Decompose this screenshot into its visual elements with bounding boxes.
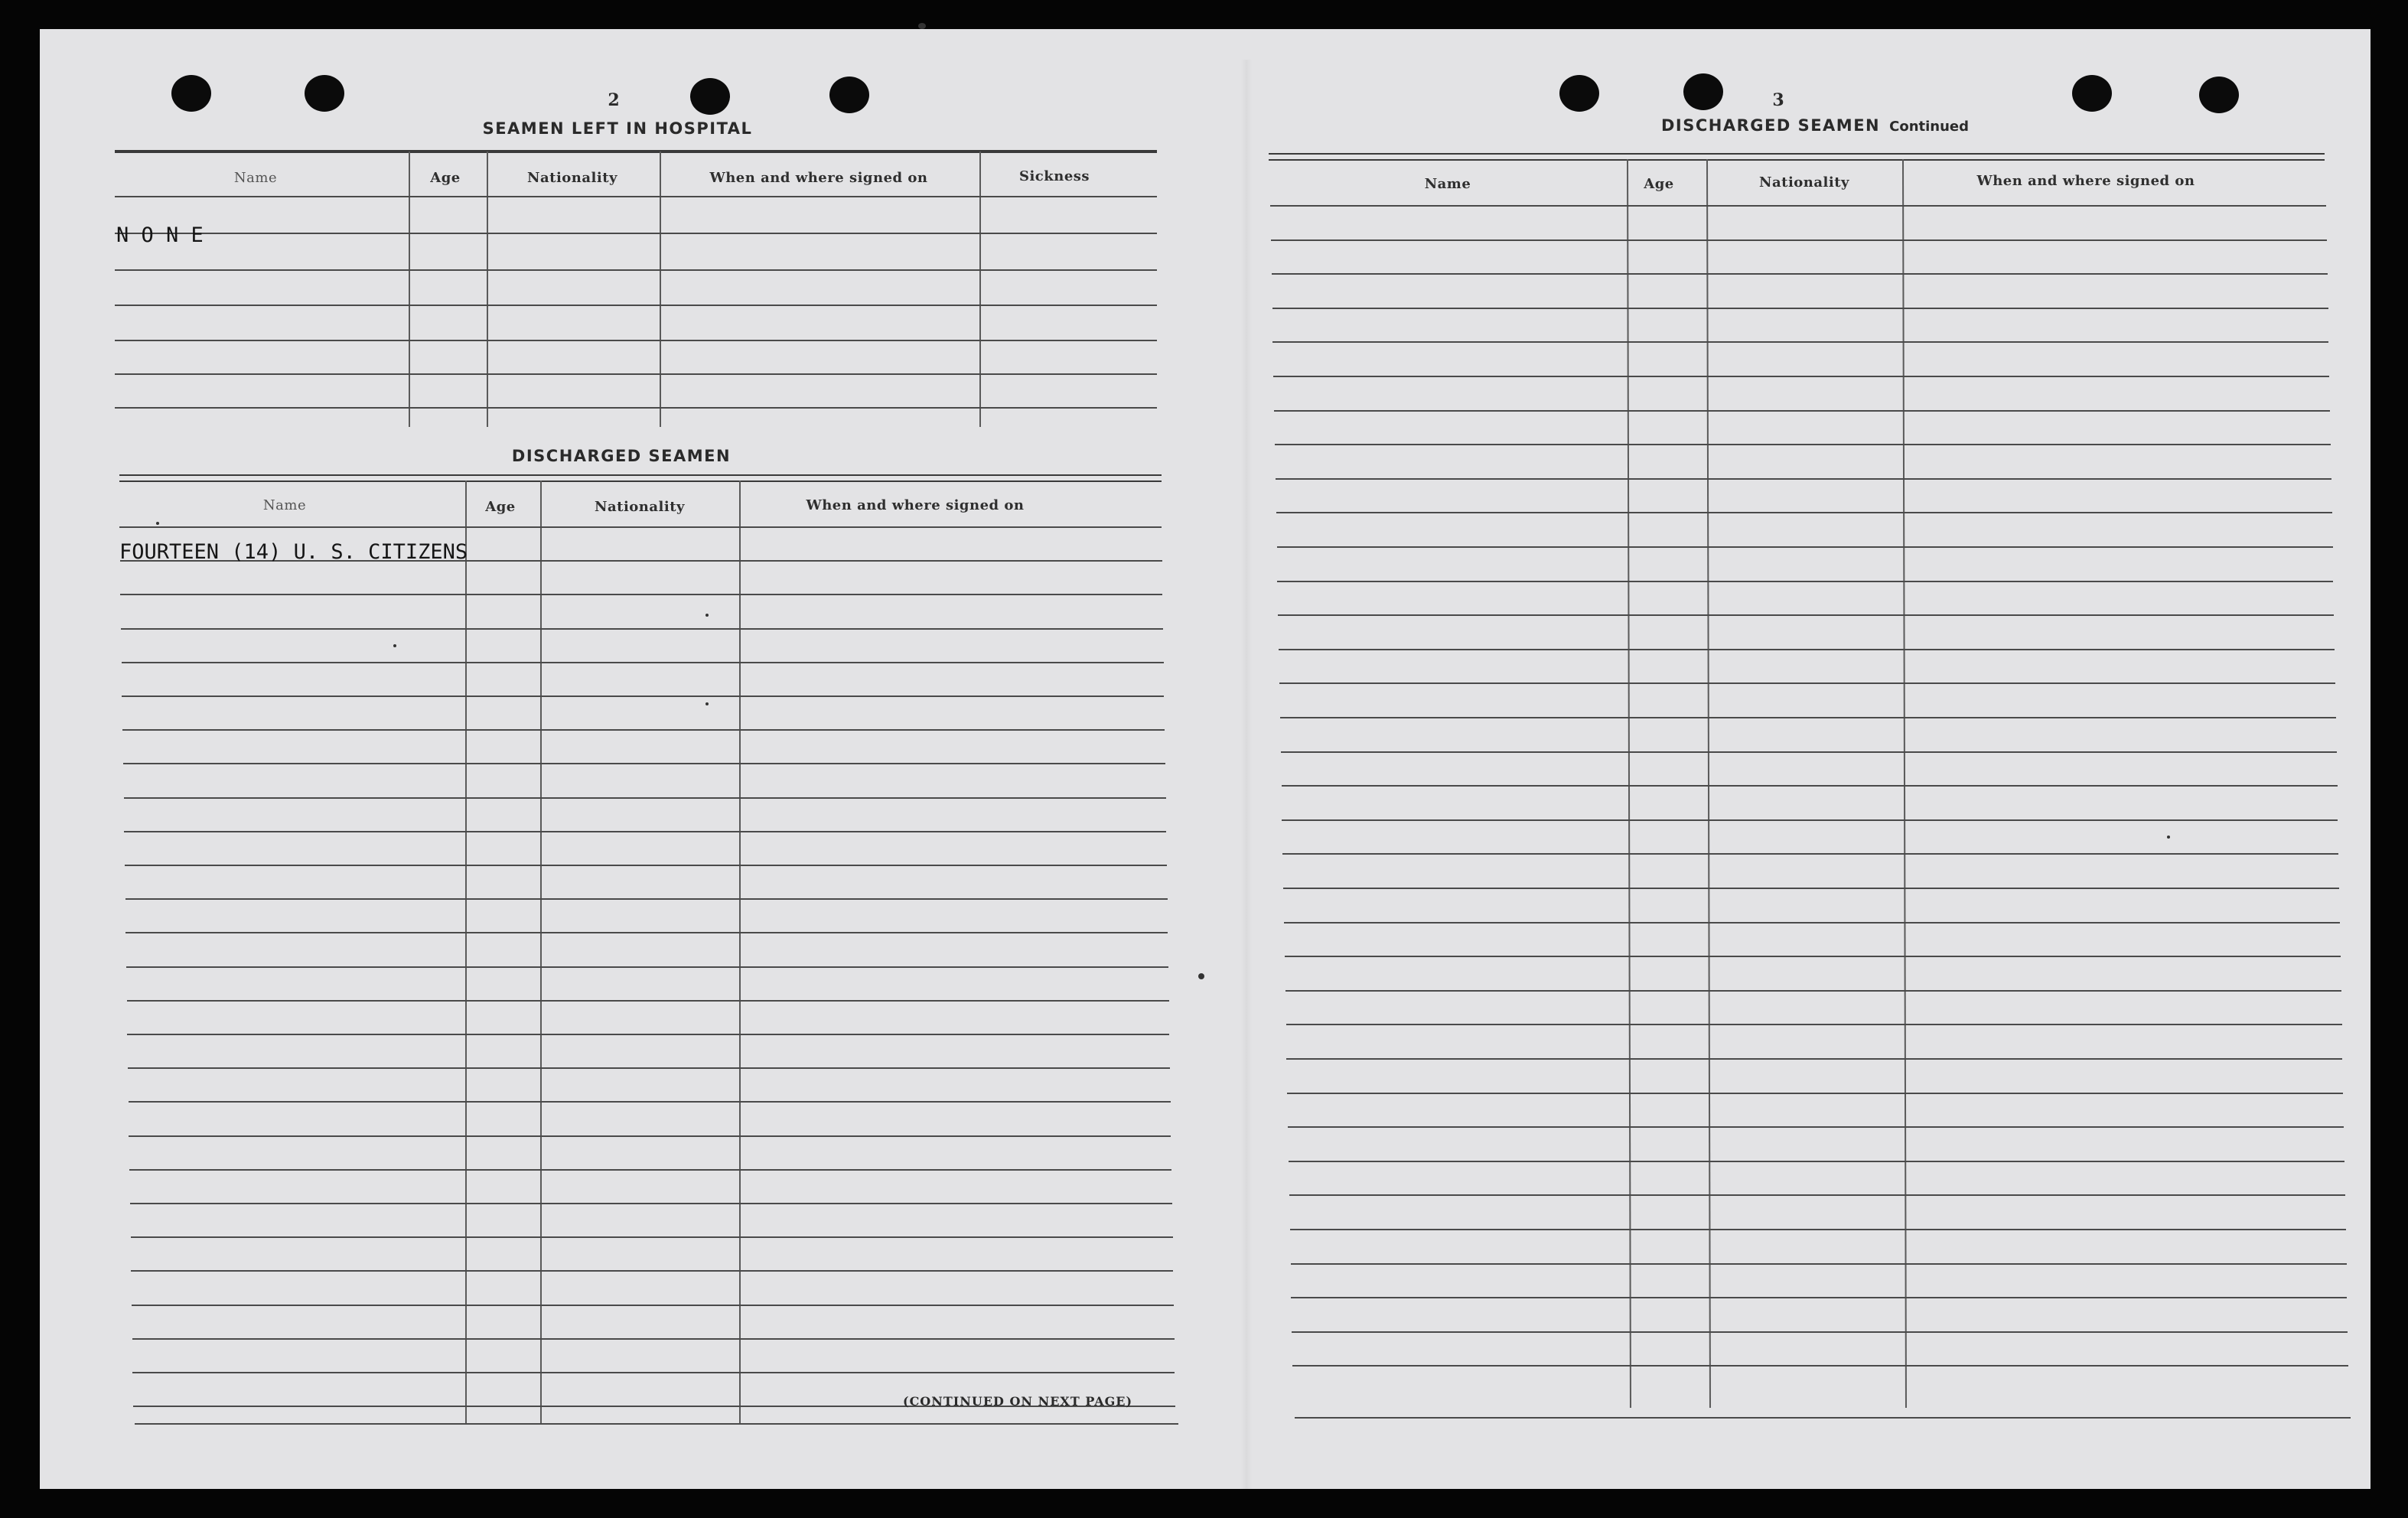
discharged-col-nationality: Nationality — [595, 499, 685, 515]
discharged-col-when-where: When and where signed on — [806, 497, 1025, 513]
form-row-line — [1281, 751, 2337, 753]
form-row-line — [1282, 853, 2338, 855]
discharged-table-bottom-rule — [135, 1423, 1178, 1425]
form-row-line — [1277, 581, 2333, 582]
right-table-bottom-rule — [1295, 1417, 2351, 1419]
hospital-row-line — [115, 233, 1157, 234]
form-row-line — [132, 1338, 1175, 1340]
form-row-line — [1292, 1331, 2348, 1333]
form-row-line — [1292, 1365, 2348, 1367]
form-row-line — [125, 865, 1167, 866]
hospital-row-line — [115, 373, 1157, 375]
form-row-line — [124, 831, 1166, 832]
form-row-line — [128, 1067, 1170, 1069]
document-sheet — [40, 29, 2371, 1489]
form-row-line — [1280, 717, 2336, 718]
form-row-line — [1286, 1058, 2342, 1060]
scan-speck — [393, 644, 396, 647]
form-row-line — [1276, 478, 2331, 480]
form-row-line — [1291, 1297, 2347, 1298]
form-row-line — [1270, 205, 2326, 207]
punch-hole — [2072, 75, 2112, 112]
left-page-number: 2 — [608, 90, 620, 110]
hospital-table-top-rule — [115, 150, 1157, 153]
right-title-continued: Continued — [1889, 119, 1970, 135]
form-row-line — [120, 594, 1162, 595]
form-row-line — [1283, 888, 2339, 889]
form-row-line — [1276, 512, 2332, 513]
right-col-when-where: When and where signed on — [1976, 173, 2195, 189]
hospital-row-line — [115, 407, 1157, 409]
scan-speck — [705, 614, 709, 617]
form-row-line — [1282, 819, 2338, 821]
hospital-col-divider — [487, 151, 488, 427]
form-row-line — [1289, 1161, 2344, 1162]
form-row-line — [1285, 956, 2341, 957]
right-col-name: Name — [1424, 176, 1471, 192]
hospital-row-line — [115, 305, 1157, 306]
form-row-line — [1271, 239, 2327, 241]
form-row-line — [1289, 1194, 2345, 1196]
form-row-line — [1272, 308, 2328, 309]
form-row-line — [1286, 1024, 2342, 1025]
form-row-line — [124, 797, 1166, 799]
hospital-col-nationality: Nationality — [527, 170, 617, 186]
right-col-divider — [1627, 159, 1631, 1408]
right-title-text: DISCHARGED SEAMEN — [1660, 116, 1881, 135]
hospital-section-title: SEAMEN LEFT IN HOSPITAL — [482, 119, 753, 138]
hospital-col-age: Age — [430, 170, 461, 186]
punch-hole — [1683, 73, 1723, 110]
right-col-divider — [1902, 159, 1907, 1408]
form-row-line — [132, 1305, 1174, 1306]
discharged-col-age: Age — [485, 499, 516, 515]
hospital-row-line — [115, 269, 1157, 271]
hospital-entry-none: N O N E — [116, 223, 204, 247]
punch-hole — [690, 78, 730, 115]
discharged-entry: FOURTEEN (14) U. S. CITIZENS — [119, 540, 468, 564]
right-col-nationality: Nationality — [1759, 174, 1849, 191]
form-row-line — [1285, 990, 2341, 992]
right-col-age: Age — [1644, 176, 1674, 192]
punch-hole — [1559, 75, 1599, 112]
form-row-line — [122, 729, 1165, 731]
form-row-line — [1282, 785, 2338, 787]
continued-note: (CONTINUED ON NEXT PAGE) — [903, 1394, 1133, 1409]
discharged-col-divider — [465, 480, 467, 1423]
hospital-row-line — [115, 196, 1157, 197]
form-row-line — [1275, 444, 2331, 445]
discharged-col-divider — [540, 480, 542, 1423]
form-row-line — [1291, 1263, 2347, 1265]
scan-speck — [918, 23, 926, 29]
form-row-line — [129, 1169, 1171, 1171]
hospital-col-divider — [660, 151, 661, 427]
form-row-line — [123, 763, 1165, 764]
form-row-line — [127, 1034, 1169, 1035]
form-row-line — [119, 526, 1162, 528]
form-row-line — [1277, 546, 2333, 548]
form-row-line — [1279, 682, 2335, 684]
form-row-line — [131, 1236, 1173, 1238]
right-page-number: 3 — [1772, 90, 1784, 110]
form-row-line — [1273, 376, 2329, 377]
hospital-col-divider — [979, 151, 981, 427]
right-section-title — [1616, 116, 2014, 135]
form-row-line — [122, 695, 1164, 697]
form-row-line — [1284, 922, 2340, 924]
hospital-col-name: Name — [233, 170, 278, 186]
form-row-line — [1272, 341, 2328, 343]
form-row-line — [125, 932, 1168, 933]
discharged-col-divider — [739, 480, 741, 1423]
scan-speck — [705, 702, 709, 705]
form-row-line — [1279, 649, 2335, 650]
right-col-divider — [1706, 159, 1711, 1408]
punch-hole — [829, 77, 869, 113]
hospital-col-when-where: When and where signed on — [709, 170, 928, 186]
punch-hole — [2199, 77, 2239, 113]
punch-hole — [305, 75, 344, 112]
scan-speck — [156, 522, 159, 525]
form-row-line — [129, 1101, 1171, 1103]
form-row-line — [121, 628, 1163, 630]
form-row-line — [1274, 410, 2330, 412]
form-row-line — [132, 1372, 1175, 1373]
hospital-col-sickness: Sickness — [1018, 168, 1090, 184]
scan-speck — [2167, 836, 2170, 839]
discharged-table-top-rule — [119, 474, 1162, 482]
scan-speck — [1198, 973, 1204, 979]
punch-hole — [171, 75, 211, 112]
form-row-line — [127, 1000, 1169, 1002]
discharged-col-name: Name — [262, 497, 307, 513]
page-fold — [1241, 60, 1252, 1513]
form-row-line — [1272, 273, 2328, 275]
hospital-col-divider — [409, 151, 410, 427]
form-row-line — [129, 1135, 1171, 1137]
form-row-line — [126, 966, 1168, 968]
form-row-line — [1290, 1229, 2346, 1230]
form-row-line — [122, 662, 1164, 663]
form-row-line — [125, 898, 1168, 900]
form-row-line — [131, 1270, 1173, 1272]
form-row-line — [1288, 1126, 2344, 1128]
right-table-top-rule — [1269, 153, 2325, 161]
hospital-row-line — [115, 340, 1157, 341]
form-row-line — [1287, 1093, 2343, 1094]
form-row-line — [1278, 614, 2334, 616]
discharged-section-title: DISCHARGED SEAMEN — [511, 447, 732, 465]
form-row-line — [130, 1203, 1172, 1204]
